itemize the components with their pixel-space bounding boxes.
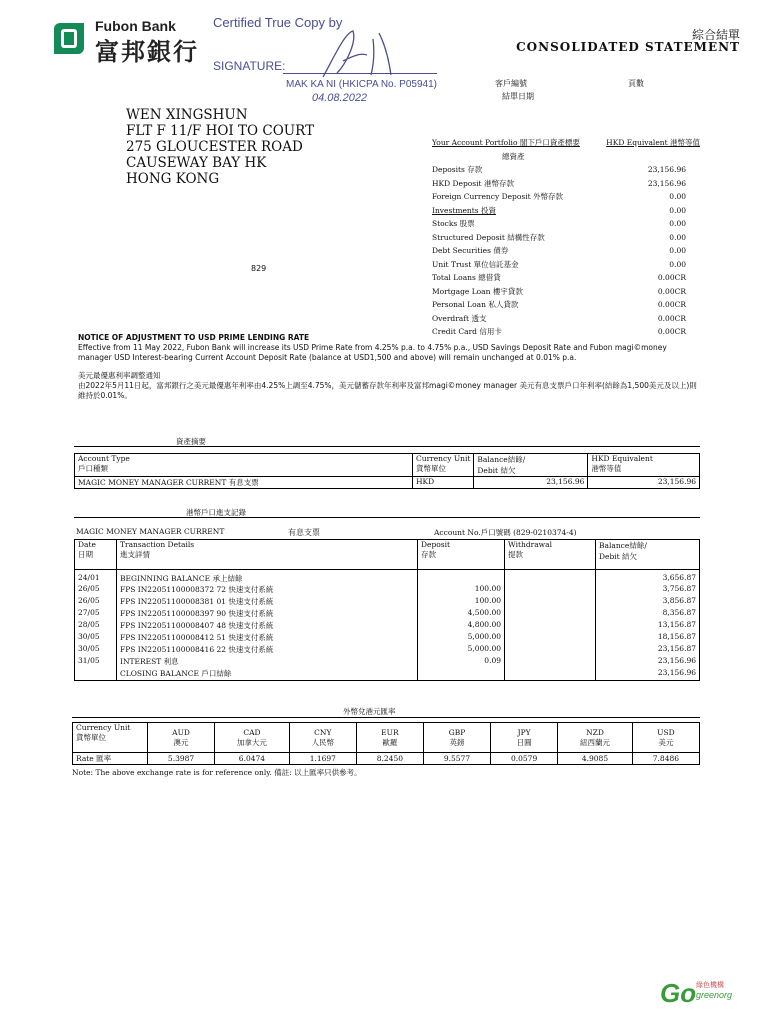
account-name: MAGIC MONEY MANAGER CURRENT <box>76 527 225 536</box>
tx-deposit: 0.09 <box>418 656 505 668</box>
tx-withdrawal <box>505 656 596 668</box>
fx-currency-header: USD 美元 <box>632 723 699 753</box>
portfolio-label: HKD Deposit 港幣存款 <box>432 178 514 188</box>
tx-withdrawal <box>505 644 596 656</box>
summary-header: Currency Unit 貨幣單位 <box>413 454 474 477</box>
tx-deposit: 5,000.00 <box>418 644 505 656</box>
customer-address <box>126 107 314 187</box>
account-number: Account No.戶口號碼 (829-0210374-4) <box>434 528 577 537</box>
portfolio-value: 0.00 <box>669 259 686 269</box>
summary-title-rule <box>74 446 700 447</box>
tx-date: 27/05 <box>75 608 117 620</box>
fx-rate-value: 5.3987 <box>148 753 215 765</box>
tx-withdrawal <box>505 632 596 644</box>
tx-date: 28/05 <box>75 620 117 632</box>
portfolio-label: Total Loans 總借貸 <box>432 273 501 282</box>
portfolio-label: Investments 投資 <box>432 205 496 215</box>
address-line: CAUSEWAY BAY HK <box>126 155 267 171</box>
portfolio-value: 0.00CR <box>657 300 686 309</box>
tx-header: Balance結餘/ Debit 結欠 <box>596 540 700 570</box>
portfolio-subheader: 總資產 <box>502 151 525 161</box>
portfolio-label: Mortgage Loan 樓宇貸款 <box>432 286 523 296</box>
fx-currency-header: NZD 紐西蘭元 <box>558 723 633 753</box>
fx-rate-value: 1.1697 <box>289 753 356 765</box>
fx-rate-value: 6.0474 <box>215 753 290 765</box>
portfolio-row <box>432 217 700 231</box>
transactions-table <box>74 539 700 681</box>
tx-balance: 13,156.87 <box>596 620 700 632</box>
stamp-date: 04.08.2022 <box>312 92 368 104</box>
account-portfolio <box>432 136 700 339</box>
fx-rate-value: 4.9085 <box>558 753 633 765</box>
portfolio-header <box>432 136 700 150</box>
summary-header: Balance結餘/ Debit 結欠 <box>474 454 588 477</box>
tx-deposit: 100.00 <box>418 584 505 596</box>
fx-currency-header: EUR 歐羅 <box>356 723 423 753</box>
tx-balance: 18,156.87 <box>596 632 700 644</box>
transactions-body <box>75 570 700 681</box>
tx-details: FPS IN22051100008407 48 快速支付系統 <box>117 620 418 632</box>
table-row <box>75 632 700 644</box>
fx-title-rule <box>72 717 700 718</box>
portfolio-header-left: Your Account Portfolio 閣下戶口資產標要 <box>432 138 580 147</box>
portfolio-row <box>432 271 700 285</box>
table-row <box>75 620 700 632</box>
portfolio-value: 0.00CR <box>657 313 686 323</box>
tx-details: FPS IN22051100008416 22 快速支付系統 <box>117 644 418 656</box>
green-org-logo-text: Go <box>660 978 697 1008</box>
address-line: HONG KONG <box>126 171 220 187</box>
tx-balance: 3,756.87 <box>596 584 700 596</box>
portfolio-value: 23,156.96 <box>647 178 686 188</box>
tx-details: BEGINNING BALANCE 承上結餘 <box>117 570 418 585</box>
fx-rate-value: 9.5577 <box>423 753 490 765</box>
table-row <box>75 668 700 680</box>
bank-name-en: Fubon Bank <box>95 18 176 34</box>
tx-withdrawal <box>505 584 596 596</box>
portfolio-label: Overdraft 透支 <box>432 313 487 323</box>
tx-withdrawal <box>505 570 596 585</box>
table-row <box>75 596 700 608</box>
tx-deposit <box>418 668 505 680</box>
tx-balance: 3,656.87 <box>596 570 700 585</box>
tx-deposit: 5,000.00 <box>418 632 505 644</box>
table-row <box>75 608 700 620</box>
summary-header: HKD Equivalent 港幣等值 <box>588 454 700 477</box>
address-line: FLT F 11/F HOI TO COURT <box>126 123 315 139</box>
fx-currency-header: JPY 日圓 <box>491 723 558 753</box>
fx-currency-header: GBP 英鎊 <box>423 723 490 753</box>
fx-title: 外幣兌港元匯率 <box>343 707 396 716</box>
fx-header-row <box>73 723 700 753</box>
tx-details: FPS IN22051100008412 51 快速支付系統 <box>117 632 418 644</box>
portfolio-value: 0.00CR <box>657 286 686 296</box>
portfolio-value: 0.00 <box>669 192 686 201</box>
portfolio-label: Foreign Currency Deposit 外幣存款 <box>432 192 563 201</box>
portfolio-row <box>432 298 700 312</box>
tx-balance: 23,156.96 <box>596 656 700 668</box>
portfolio-row <box>432 177 700 191</box>
address-code: 829 <box>251 264 267 273</box>
portfolio-label: Debt Securities 債券 <box>432 246 509 255</box>
fx-corner: Currency Unit 貨幣單位 <box>73 723 148 753</box>
notice-body-zh: 由2022年5月11日起，富邦銀行之美元最優惠年利率由4.25%上調至4.75%，美元儲蓄存款年利率及富邦magi©money manager 美元有息支票戶口年利率(結餘為1,500美元及以上)則維持於0.01%。 <box>78 381 697 400</box>
fx-rate-table <box>72 722 700 765</box>
address-line: 275 GLOUCESTER ROAD <box>126 139 303 155</box>
tx-balance: 23,156.87 <box>596 644 700 656</box>
tx-deposit: 4,800.00 <box>418 620 505 632</box>
transactions-title: 港幣戶口進支記錄 <box>186 508 246 517</box>
tx-date: 30/05 <box>75 632 117 644</box>
table-row <box>75 656 700 668</box>
portfolio-value: 0.00 <box>669 205 686 215</box>
tx-withdrawal <box>505 596 596 608</box>
tx-balance: 23,156.96 <box>596 668 700 680</box>
stamp-certifier-name: MAK KA NI (HKICPA No. P05941) <box>286 79 437 90</box>
tx-details: FPS IN22051100008397 90 快速支付系統 <box>117 608 418 620</box>
summary-account-type: MAGIC MONEY MANAGER CURRENT 有息支票 <box>75 477 413 489</box>
portfolio-value: 0.00 <box>669 219 686 228</box>
tx-deposit <box>418 570 505 585</box>
portfolio-value: 0.00CR <box>657 273 686 282</box>
tx-header: Deposit 存款 <box>418 540 505 570</box>
fx-rate-label: Rate 匯率 <box>73 753 148 765</box>
fx-currency-header: AUD 澳元 <box>148 723 215 753</box>
tx-details: FPS IN22051100008381 01 快速支付系統 <box>117 596 418 608</box>
summary-title: 資產摘要 <box>176 437 206 446</box>
tx-details: FPS IN22051100008372 72 快速支付系統 <box>117 584 418 596</box>
tx-date: 31/05 <box>75 656 117 668</box>
tx-date: 26/05 <box>75 596 117 608</box>
tx-date: 30/05 <box>75 644 117 656</box>
summary-header: Account Type 戶口種類 <box>75 454 413 477</box>
fx-rate-row <box>73 753 700 765</box>
portfolio-row <box>432 163 700 177</box>
customer-no-label: 客戶編號 <box>495 79 527 88</box>
tx-balance: 8,356.87 <box>596 608 700 620</box>
table-row <box>75 570 700 585</box>
green-org-logo-zh: 綠色機構 <box>696 982 724 989</box>
handwritten-signature-icon <box>315 25 405 83</box>
fx-rate-value: 0.0579 <box>491 753 558 765</box>
portfolio-value: 0.00CR <box>657 327 686 336</box>
tx-details: CLOSING BALANCE 戶口結餘 <box>117 668 418 680</box>
portfolio-rows <box>432 163 700 339</box>
fx-note: Note: The above exchange rate is for reference only. 備註: 以上匯率只供參考。 <box>72 768 362 777</box>
summary-currency: HKD <box>413 477 474 489</box>
portfolio-value: 0.00 <box>669 232 686 242</box>
rate-notice <box>78 333 698 401</box>
stamp-title: Certified True Copy by <box>213 15 343 30</box>
tx-date: 26/05 <box>75 584 117 596</box>
fx-currency-header: CNY 人民幣 <box>289 723 356 753</box>
portfolio-label: Structured Deposit 結構性存款 <box>432 232 545 242</box>
statement-date-label: 結單日期 <box>502 92 534 101</box>
transactions-title-rule <box>74 517 700 518</box>
tx-withdrawal <box>505 668 596 680</box>
portfolio-label: Unit Trust 單位信託基金 <box>432 259 519 269</box>
portfolio-label: Personal Loan 私人貸款 <box>432 300 519 309</box>
portfolio-row <box>432 258 700 272</box>
tx-details: INTEREST 利息 <box>117 656 418 668</box>
tx-deposit: 4,500.00 <box>418 608 505 620</box>
portfolio-row <box>432 231 700 245</box>
table-row <box>75 584 700 596</box>
summary-balance: 23,156.96 <box>474 477 588 489</box>
tx-date: 24/01 <box>75 570 117 585</box>
notice-title-zh: 美元最優惠利率調整通知 <box>78 371 161 380</box>
fx-rate-value: 7.8486 <box>632 753 699 765</box>
statement-title-en: CONSOLIDATED STATEMENT <box>516 40 740 54</box>
portfolio-row <box>432 244 700 258</box>
page-label: 頁數 <box>628 79 644 88</box>
notice-title: NOTICE OF ADJUSTMENT TO USD PRIME LENDING RATE <box>78 333 310 342</box>
summary-hkd: 23,156.96 <box>588 477 700 489</box>
green-org-logo-sub: greenorg <box>696 990 733 1000</box>
green-org-logo <box>660 978 733 1009</box>
portfolio-value: 23,156.96 <box>647 165 686 174</box>
fubon-logo-icon <box>54 23 84 54</box>
table-row <box>75 644 700 656</box>
tx-date <box>75 668 117 680</box>
address-line: WEN XINGSHUN <box>126 107 248 123</box>
bank-name-zh: 富邦銀行 <box>95 38 199 66</box>
stamp-signature-line <box>283 73 437 74</box>
fx-currency-header: CAD 加拿大元 <box>215 723 290 753</box>
tx-header: Transaction Details 進支詳情 <box>117 540 418 570</box>
tx-header: Withdrawal 提款 <box>505 540 596 570</box>
portfolio-row <box>432 285 700 299</box>
portfolio-row <box>432 190 700 204</box>
portfolio-header-right: HKD Equivalent 港幣等值 <box>606 138 700 147</box>
portfolio-label: Credit Card 信用卡 <box>432 327 502 336</box>
tx-deposit: 100.00 <box>418 596 505 608</box>
portfolio-row <box>432 312 700 326</box>
tx-withdrawal <box>505 620 596 632</box>
portfolio-label: Stocks 股票 <box>432 219 475 228</box>
portfolio-label: Deposits 存款 <box>432 165 483 174</box>
portfolio-value: 0.00 <box>669 246 686 255</box>
account-name-zh: 有息支票 <box>288 528 320 537</box>
statement-title-zh: 綜合結單 <box>691 28 740 42</box>
tx-withdrawal <box>505 608 596 620</box>
fx-rate-value: 8.2450 <box>356 753 423 765</box>
tx-balance: 3,856.87 <box>596 596 700 608</box>
asset-summary-table <box>74 453 700 489</box>
portfolio-row <box>432 204 700 218</box>
stamp-signature-label: SIGNATURE: <box>213 59 286 73</box>
table-row <box>75 477 700 489</box>
notice-body-en: Effective from 11 May 2022, Fubon Bank will increase its USD Prime Rate from 4.25% p.a. to 4.75% p.a., USD Savings Deposit Rate and Fubon magi©money manager USD Interest-bearing Current Account Deposit Rate (balance at USD1,500 and above) will remain unchanged at 0.01% p.a. <box>78 343 667 362</box>
tx-header: Date 日期 <box>75 540 117 570</box>
